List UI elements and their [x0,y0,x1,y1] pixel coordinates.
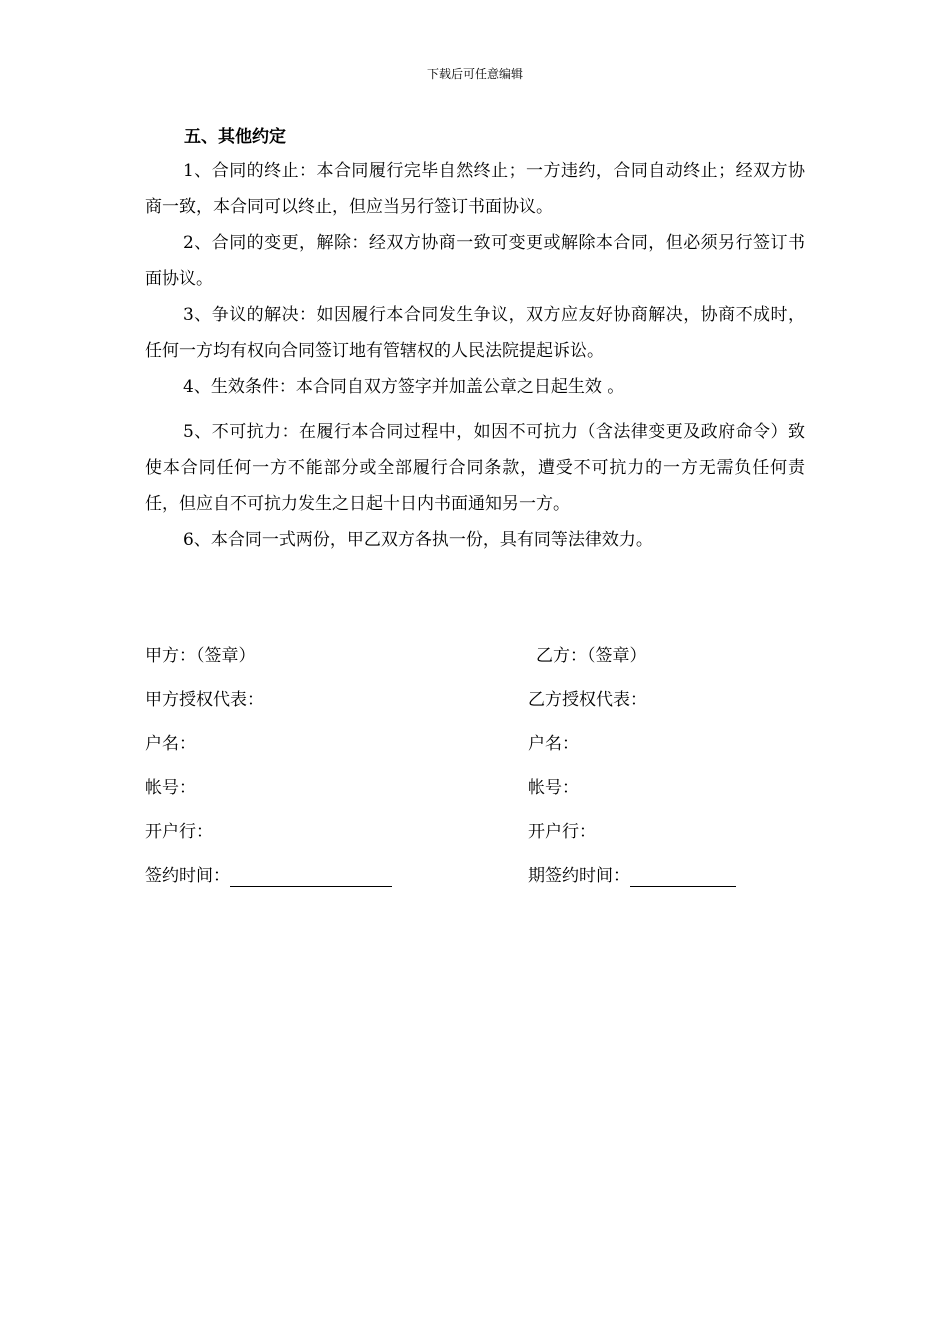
party-b-account-name: 户名： [528,734,579,754]
party-a-account-name: 户名： [145,734,196,754]
party-b-sign-time-label: 期签约时间： [528,866,630,886]
party-a-account-number: 帐号： [145,778,196,798]
page-header: 下载后可任意编辑 [426,67,523,81]
clause-3: 3、争议的解决：如因履行本合同发生争议，双方应友好协商解决，协商不成时，任何一方均有权向合同签订地有管辖权的人民法院提起诉讼。 [145,305,805,361]
party-a-seal: 甲方：（签章） [145,646,256,666]
party-a-bank: 开户行： [145,822,213,842]
party-b-representative: 乙方授权代表： [528,690,647,710]
party-b-seal: 乙方：（签章） [536,646,647,666]
party-b-sign-time-line[interactable] [630,868,736,887]
clause-6: 6、本合同一式两份，甲乙双方各执一份，具有同等法律效力。 [183,530,653,550]
party-a-representative: 甲方授权代表： [145,690,264,710]
clause-4: 4、生效条件：本合同自双方签字并加盖公章之日起生效 。 [183,377,625,397]
party-a-sign-time-row [145,865,392,887]
party-a-sign-time-line[interactable] [230,868,392,887]
section-title: 五、其他约定 [184,127,286,147]
party-b-account-number: 帐号： [528,778,579,798]
clause-1: 1、合同的终止：本合同履行完毕自然终止；一方违约，合同自动终止；经双方协商一致，本合同可以终止，但应当另行签订书面协议。 [145,161,805,217]
clause-5: 5、不可抗力：在履行本合同过程中，如因不可抗力（含法律变更及政府命令）致使本合同任何一方不能部分或全部履行合同条款，遭受不可抗力的一方无需负任何责任，但应自不可抗力发生之日起十日内书面通知另一方。 [145,422,805,514]
party-a-sign-time-label: 签约时间： [145,866,230,886]
party-b-bank: 开户行： [528,822,596,842]
clause-2: 2、合同的变更，解除：经双方协商一致可变更或解除本合同，但必须另行签订书面协议。 [145,233,805,289]
party-b-sign-time-row [528,865,736,887]
